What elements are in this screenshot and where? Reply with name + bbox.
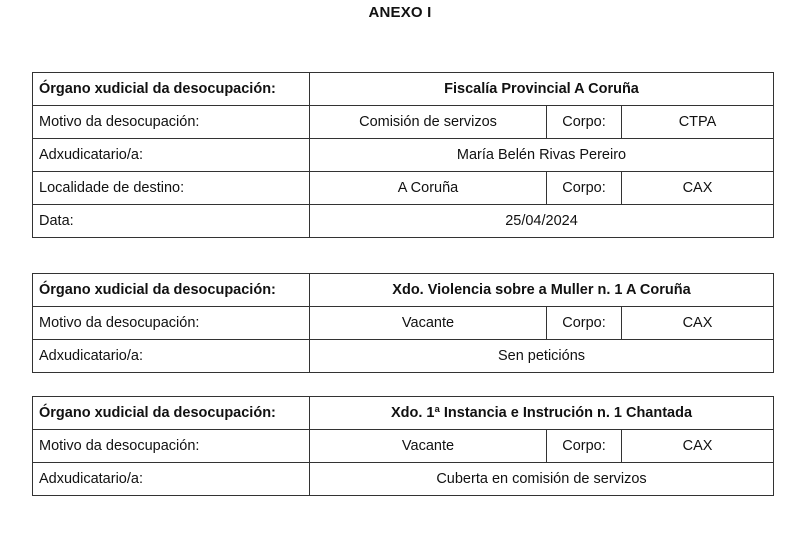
corpo-value: CAX	[622, 430, 774, 463]
adxudicatario-row	[33, 340, 774, 373]
localidade-label: Localidade de destino:	[33, 172, 310, 205]
data-label: Data:	[33, 205, 310, 238]
organ-value: Fiscalía Provincial A Coruña	[310, 73, 774, 106]
corpo-label: Corpo:	[547, 430, 622, 463]
motivo-row	[33, 106, 774, 139]
assignment-table-2	[32, 273, 774, 373]
motivo-value: Vacante	[310, 307, 547, 340]
adxudicatario-row	[33, 139, 774, 172]
page-title: ANEXO I	[368, 4, 432, 21]
adxudicatario-value: Cuberta en comisión de servizos	[310, 463, 774, 496]
adxudicatario-label: Adxudicatario/a:	[33, 139, 310, 172]
organ-label: Órgano xudicial da desocupación:	[33, 73, 310, 106]
data-row	[33, 205, 774, 238]
motivo-label: Motivo da desocupación:	[33, 307, 310, 340]
organ-value: Xdo. 1ª Instancia e Instrución n. 1 Chantada	[310, 397, 774, 430]
adxudicatario-label: Adxudicatario/a:	[33, 463, 310, 496]
assignment-table-3	[32, 396, 774, 496]
corpo-label: Corpo:	[547, 172, 622, 205]
corpo-label: Corpo:	[547, 106, 622, 139]
adxudicatario-label: Adxudicatario/a:	[33, 340, 310, 373]
organ-label: Órgano xudicial da desocupación:	[33, 274, 310, 307]
motivo-row	[33, 307, 774, 340]
data-value: 25/04/2024	[310, 205, 774, 238]
adxudicatario-row	[33, 463, 774, 496]
localidade-value: A Coruña	[310, 172, 547, 205]
motivo-label: Motivo da desocupación:	[33, 106, 310, 139]
organ-row	[33, 73, 774, 106]
adxudicatario-value: María Belén Rivas Pereiro	[310, 139, 774, 172]
organ-label: Órgano xudicial da desocupación:	[33, 397, 310, 430]
corpo-label: Corpo:	[547, 307, 622, 340]
organ-row	[33, 397, 774, 430]
motivo-value: Comisión de servizos	[310, 106, 547, 139]
adxudicatario-value: Sen peticións	[310, 340, 774, 373]
organ-value: Xdo. Violencia sobre a Muller n. 1 A Coruña	[310, 274, 774, 307]
motivo-row	[33, 430, 774, 463]
localidade-row	[33, 172, 774, 205]
corpo-value: CAX	[622, 172, 774, 205]
assignment-table-1	[32, 72, 774, 238]
motivo-value: Vacante	[310, 430, 547, 463]
corpo-value: CTPA	[622, 106, 774, 139]
motivo-label: Motivo da desocupación:	[33, 430, 310, 463]
corpo-value: CAX	[622, 307, 774, 340]
organ-row	[33, 274, 774, 307]
